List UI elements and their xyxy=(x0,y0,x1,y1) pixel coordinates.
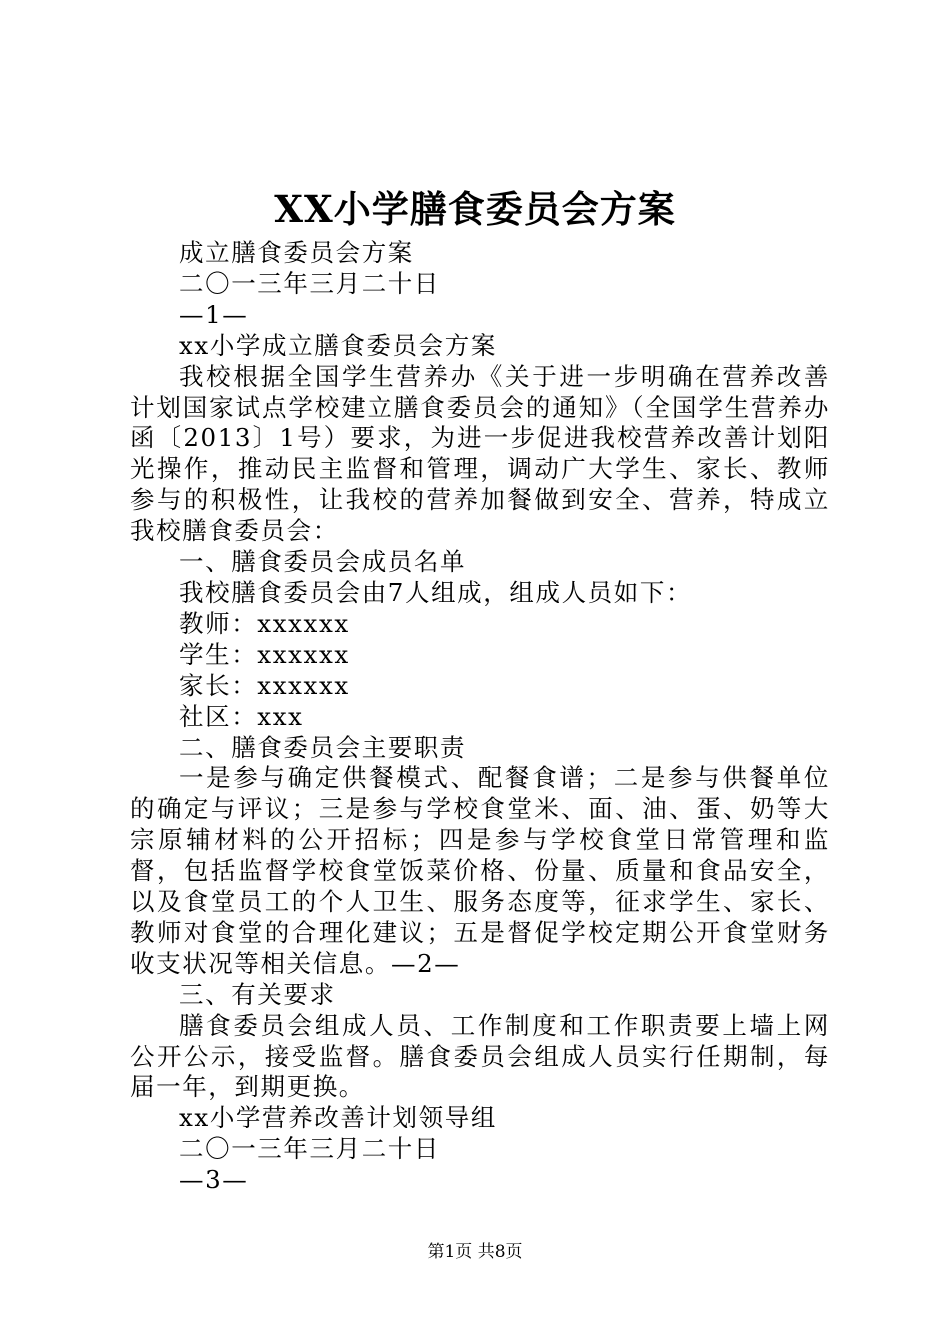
intro-paragraph: 我校根据全国学生营养办《关于进一步明确在营养改善计划国家试点学校建立膳食委员会的通知》（全国学生营养办函〔2013〕1号）要求，为进一步促进我校营养改善计划阳光操作，推动民主监督和管理，调动广大学生、家长、教师参与的积极性，让我校的营养加餐做到安全、营养，特成立我校膳食委员会： xyxy=(130,361,830,546)
requirements-paragraph: 膳食委员会组成人员、工作制度和工作职责要上墙上网公开公示，接受监督。膳食委员会组成人员实行任期制，每届一年，到期更换。 xyxy=(130,1010,830,1102)
duties-paragraph: 一是参与确定供餐模式、配餐食谱；二是参与供餐单位的确定与评议；三是参与学校食堂米、面、油、蛋、奶等大宗原辅材料的公开招标；四是参与学校食堂日常管理和监督，包括监督学校食堂饭菜价格、份量、质量和食品安全，以及食堂员工的个人卫生、服务态度等，征求学生、家长、教师对食堂的合理化建议；五是督促学校定期公开食堂财务收支状况等相关信息。—2— xyxy=(130,763,830,978)
section-heading-requirements: 三、有关要求 xyxy=(179,979,336,1009)
signature-date: 二〇一三年三月二十日 xyxy=(179,1134,440,1164)
page-footer: 第1页 共8页 xyxy=(427,1242,523,1262)
members-intro: 我校膳食委员会由7人组成，组成人员如下： xyxy=(179,577,693,607)
member-teacher: 教师：xxxxxx xyxy=(179,608,350,638)
page-marker-end: —3— xyxy=(179,1165,249,1195)
member-parent: 家长：xxxxxx xyxy=(179,670,350,700)
member-community: 社区：xxx xyxy=(179,701,304,731)
subtitle-line: 成立膳食委员会方案 xyxy=(179,238,414,267)
signature-line: xx小学营养改善计划领导组 xyxy=(179,1103,497,1133)
section-heading-duties: 二、膳食委员会主要职责 xyxy=(179,732,467,762)
document-body xyxy=(130,238,830,1196)
document-title: XX小学膳食委员会方案 xyxy=(274,187,676,231)
date-line: 二〇一三年三月二十日 xyxy=(179,268,440,298)
section-heading: xx小学成立膳食委员会方案 xyxy=(179,330,497,360)
page-marker: —1— xyxy=(179,299,249,329)
member-student: 学生：xxxxxx xyxy=(179,639,350,669)
section-heading-members: 一、膳食委员会成员名单 xyxy=(179,547,467,577)
